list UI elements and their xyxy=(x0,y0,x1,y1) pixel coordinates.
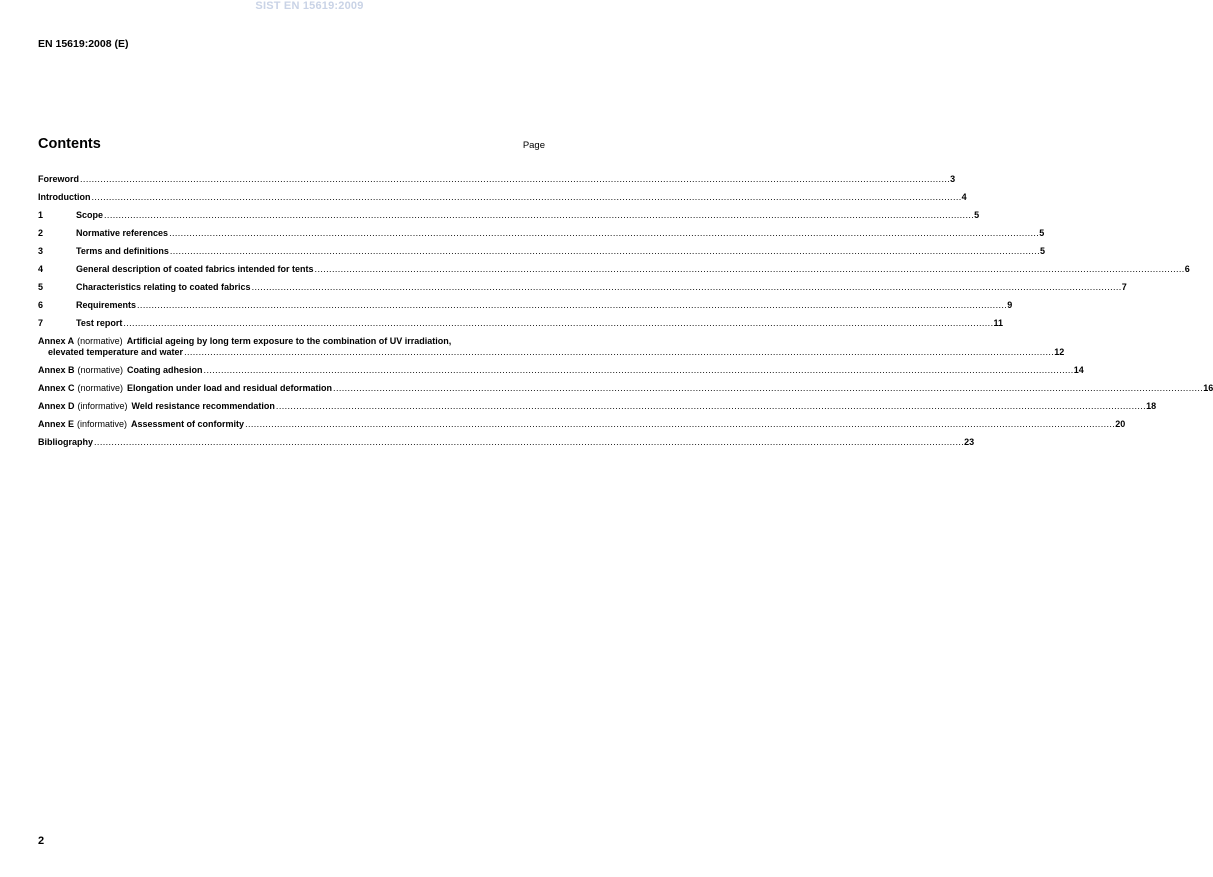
toc-entry[interactable] xyxy=(38,264,1190,275)
toc-entry-page: 9 xyxy=(1007,300,1013,310)
toc-entry-title: Characteristics relating to coated fabrics xyxy=(76,282,251,292)
toc-entry-page: 3 xyxy=(950,174,956,184)
toc-annex-entry[interactable] xyxy=(38,401,1157,412)
toc-annex-entry[interactable] xyxy=(38,336,1065,358)
toc-entry-page: 23 xyxy=(964,437,975,447)
toc-leader-dots: ............................................................................................................................................................................................................................................................................................................ xyxy=(169,228,1040,238)
toc-leader-dots: ............................................................................................................................................................................................................................................................................................................ xyxy=(94,437,965,447)
toc-leader-dots: ............................................................................................................................................................................................................................................................................................................ xyxy=(184,347,1055,357)
toc-entry-number: 5 xyxy=(38,282,44,292)
toc-entry-title-continued: elevated temperature and water xyxy=(48,347,184,357)
toc-entry-page: 16 xyxy=(1203,383,1213,393)
toc-entry-number: 2 xyxy=(38,228,44,238)
toc-entry-page: 5 xyxy=(1040,246,1046,256)
annex-type: (normative) xyxy=(77,365,124,375)
toc-leader-dots: ............................................................................................................................................................................................................................................................................................................ xyxy=(104,210,975,220)
toc-entry-number: 3 xyxy=(38,246,44,256)
toc-entry-title: Scope xyxy=(76,210,104,220)
annex-label: Annex C xyxy=(38,383,75,393)
toc-entry[interactable] xyxy=(38,210,980,221)
toc-leader-dots: ............................................................................................................................................................................................................................................................................................................ xyxy=(169,246,1040,256)
toc-entry[interactable] xyxy=(38,174,956,185)
toc-leader-dots: ............................................................................................................................................................................................................................................................................................................ xyxy=(203,365,1074,375)
annex-label: Annex E xyxy=(38,419,75,429)
annex-label: Annex A xyxy=(38,336,75,346)
toc-leader-dots: ............................................................................................................................................................................................................................................................................................................ xyxy=(251,282,1122,292)
annex-type: (informative) xyxy=(77,401,128,411)
toc-entry-page: 14 xyxy=(1073,365,1084,375)
toc-entry-title: Bibliography xyxy=(38,437,94,447)
toc-entry-number: 6 xyxy=(38,300,44,310)
toc-entry-title: Normative references xyxy=(76,228,169,238)
page-column-label: Page xyxy=(522,140,545,151)
toc-entry-page: 5 xyxy=(1039,228,1045,238)
annex-type: (normative) xyxy=(77,383,124,393)
toc-annex-entry[interactable] xyxy=(38,365,1084,376)
toc-entry-bibliography[interactable] xyxy=(38,437,975,448)
toc-entry-page: 5 xyxy=(974,210,980,220)
toc-entry[interactable] xyxy=(38,318,1004,329)
toc-entry-title: Terms and definitions xyxy=(76,246,169,256)
toc-annex-entry[interactable] xyxy=(38,419,1126,430)
toc-leader-dots: ............................................................................................................................................................................................................................................................................................................ xyxy=(137,300,1008,310)
toc-entry-title: Introduction xyxy=(38,192,91,202)
toc-entry-page: 7 xyxy=(1121,282,1127,292)
toc-entry-page: 11 xyxy=(993,318,1004,328)
toc-entry-title: General description of coated fabrics intended for tents xyxy=(76,264,314,274)
toc-entry-page: 20 xyxy=(1115,419,1126,429)
toc-leader-dots: ............................................................................................................................................................................................................................................................................................................ xyxy=(91,192,962,202)
annex-type: (normative) xyxy=(77,336,123,346)
toc-leader-dots: ............................................................................................................................................................................................................................................................................................................ xyxy=(80,174,951,184)
toc-entry[interactable] xyxy=(38,282,1127,293)
table-of-contents xyxy=(38,174,1213,455)
toc-leader-dots: ............................................................................................................................................................................................................................................................................................................ xyxy=(123,318,994,328)
toc-entry-number: 7 xyxy=(38,318,44,328)
toc-annex-entry[interactable] xyxy=(38,383,1213,394)
annex-label: Annex D xyxy=(38,401,75,411)
toc-entry[interactable] xyxy=(38,300,1013,311)
toc-leader-dots: ............................................................................................................................................................................................................................................................................................................ xyxy=(275,401,1147,411)
toc-leader-dots: ............................................................................................................................................................................................................................................................................................................ xyxy=(245,419,1116,429)
toc-entry-page: 18 xyxy=(1146,401,1157,411)
toc-entry-title: Foreword xyxy=(38,174,80,184)
toc-entry-title: Elongation under load and residual deformation xyxy=(127,383,333,393)
toc-entry-title: Requirements xyxy=(76,300,137,310)
toc-entry-title: Test report xyxy=(76,318,123,328)
toc-entry-title: Assessment of conformity xyxy=(131,419,245,429)
contents-heading: Contents xyxy=(38,136,101,152)
toc-entry-page: 4 xyxy=(961,192,967,202)
toc-entry[interactable] xyxy=(38,246,1046,257)
watermark: SIST EN 15619:2009 xyxy=(255,0,364,12)
toc-entry-number: 1 xyxy=(38,210,44,220)
toc-entry-page: 12 xyxy=(1054,347,1065,357)
toc-entry[interactable] xyxy=(38,228,1045,239)
annex-label: Annex B xyxy=(38,365,75,375)
toc-entry-number: 4 xyxy=(38,264,44,274)
toc-entry-page: 6 xyxy=(1184,264,1190,274)
page-number: 2 xyxy=(38,835,45,847)
document-id: EN 15619:2008 (E) xyxy=(38,38,129,50)
annex-type: (informative) xyxy=(77,419,128,429)
toc-entry-title: Coating adhesion xyxy=(127,365,203,375)
toc-leader-dots: ............................................................................................................................................................................................................................................................................................................ xyxy=(333,383,1204,393)
toc-entry-title: Weld resistance recommendation xyxy=(131,401,275,411)
toc-entry-title: Artificial ageing by long term exposure to the combination of UV irradiation, xyxy=(126,336,452,346)
toc-leader-dots: ............................................................................................................................................................................................................................................................................................................ xyxy=(314,264,1185,274)
toc-entry[interactable] xyxy=(38,192,967,203)
